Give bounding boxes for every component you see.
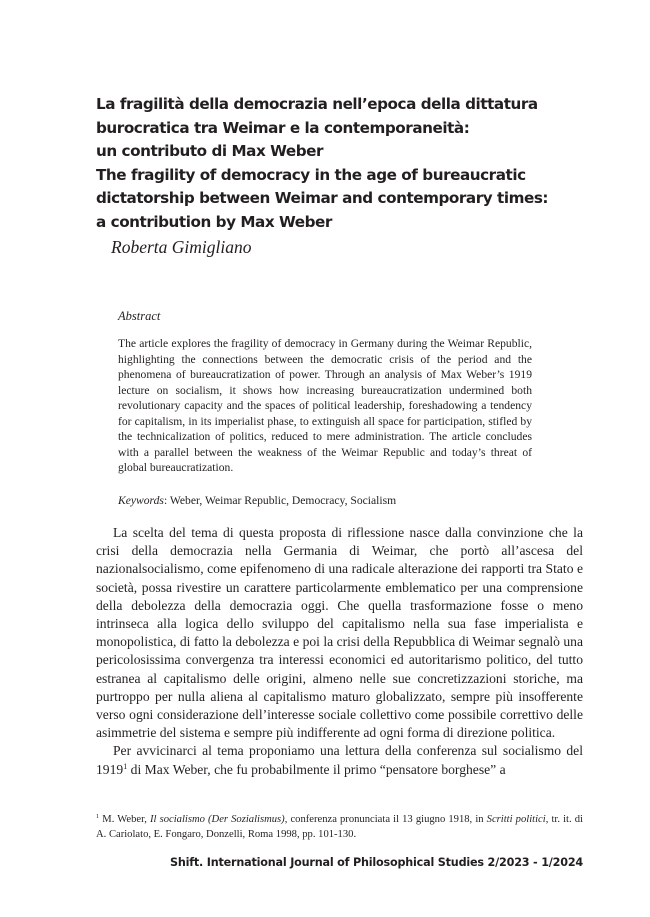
- keywords-label: Keywords: [118, 494, 164, 507]
- title-en-line-2: dictatorship between Weimar and contemporary times:: [96, 189, 549, 208]
- footnote-mark: 1: [96, 813, 100, 821]
- article-title: [96, 93, 566, 235]
- journal-footer: Shift. International Journal of Philosophical Studies 2/2023 - 1/2024: [169, 856, 583, 869]
- abstract-heading: Abstract: [118, 309, 161, 323]
- footnote-reference[interactable]: 1: [123, 761, 128, 771]
- footnote-author: M. Weber,: [99, 814, 150, 825]
- footnote-end: , tr. it. di A. Cariolato, E. Fongaro, Donzelli, Roma 1998, pp. 101-130.: [96, 814, 583, 840]
- abstract-text: The article explores the fragility of democracy in Germany during the Weimar Republic, highlighting the connections between the democratic crisis of the period and the phenomena of bureaucratization of power. Through an analysis of Max Weber’s 1919 lecture on socialism, it shows how increasing bureaucratization undermined both revolutionary capacity and the spaces of political leadership, foreshadowing a tendency for capitalism, in its imperialist phase, to extinguish all space for participation, stifled by the technicalization of politics, reduced to mere administration. The article concludes with a parallel between the weakness of the Weimar Republic and today’s threat of global bureaucratization.: [118, 337, 532, 474]
- author-name: Roberta Gimigliano: [111, 237, 252, 257]
- body-text: [96, 524, 583, 779]
- title-en-line-3: a contribution by Max Weber: [96, 212, 332, 231]
- footnote-book-title: Scritti politici: [486, 814, 546, 825]
- title-it-line-3: un contributo di Max Weber: [96, 142, 324, 161]
- title-it-line-2: burocratica tra Weimar e la contemporaneità:: [96, 118, 470, 137]
- title-en-line-1: The fragility of democracy in the age of bureaucratic: [96, 165, 526, 184]
- body-paragraph-2-start: Per avvicinarci al tema proponiamo una lettura della conferenza sul socialismo del 1919: [96, 743, 583, 777]
- body-paragraph-2-end: di Max Weber, che fu probabilmente il primo “pensatore borghese” a: [127, 761, 506, 777]
- body-paragraph-1: La scelta del tema di questa proposta di riflessione nasce dalla convinzione che la crisi della democrazia nella Germania di Weimar, che portò all’ascesa del nazionalsocialismo, come epifenomeno di una radicale alterazione dei rapporti tra Stato e società, possa rivestire un carattere particolarmente emblematico per una comprensione della debolezza della democrazia oggi. Che quella trasformazione fosse o meno intrinseca alla logica dello sviluppo del capitalismo nella sua fase imperialista e monopolistica, di fatto la debolezza e poi la crisi della Repubblica di Weimar segnalò una pericolosissima convergenza tra interessi economici ed autoritarismo politico, del tutto estranea al capitalismo delle origini, almeno nelle sue concretizzazioni storiche, ma purtroppo per nulla aliena al capitalismo maturo globalizzato, sempre più insofferente verso ogni considerazione dell’interesse sociale collettivo come possibile correttivo delle asimmetrie del sistema e sempre più indifferente ad ogni forma di direzione politica.: [96, 525, 583, 741]
- footnote-middle: , conferenza pronunciata il 13 giugno 1918, in: [284, 814, 487, 825]
- footnote: [96, 813, 583, 842]
- keywords-line: [118, 494, 396, 507]
- keywords-list: : Weber, Weimar Republic, Democracy, Socialism: [163, 494, 397, 507]
- footnote-work-title: Il socialismo (Der Sozialismus): [150, 814, 285, 825]
- body-paragraph-2: [96, 742, 583, 778]
- title-it-line-1: La fragilità della democrazia nell’epoca della dittatura: [96, 95, 538, 113]
